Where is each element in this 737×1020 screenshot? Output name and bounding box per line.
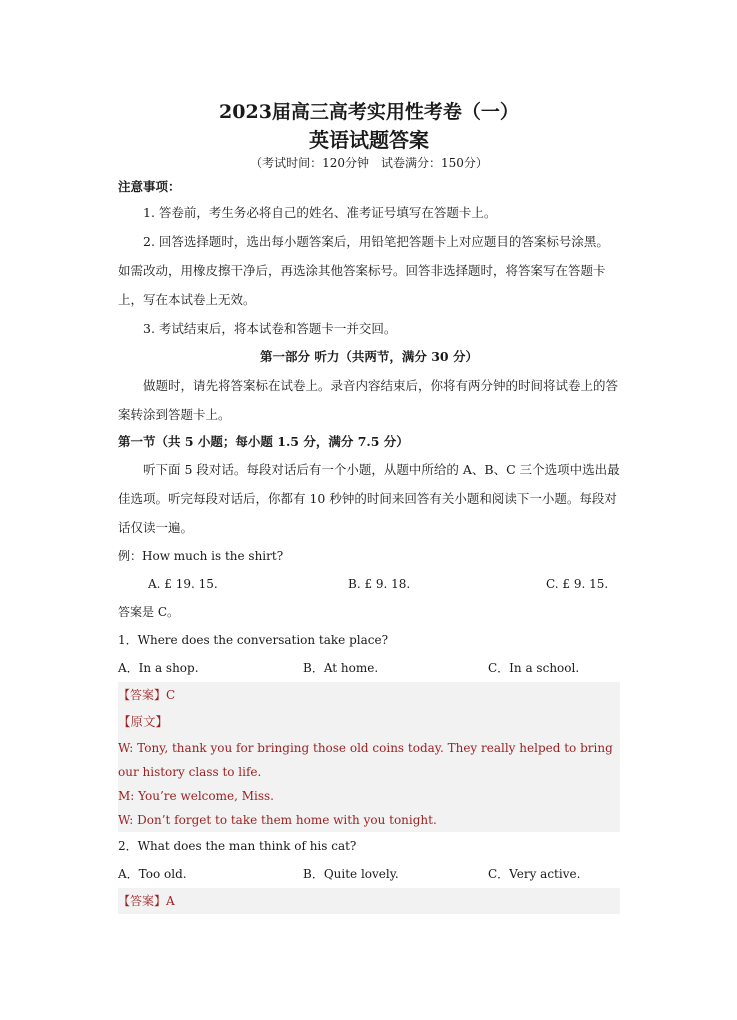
- question-2: 2．What does the man think of his cat?: [118, 839, 357, 853]
- note-item-1: 1. 答卷前，考生务必将自己的姓名、准考证号填写在答题卡上。: [143, 205, 497, 220]
- question-1-option-a: A．In a shop.: [118, 661, 199, 675]
- question-1-original-label: 【原文】: [118, 714, 169, 729]
- question-2-option-b: B．Quite lovely.: [303, 867, 399, 881]
- part1-intro: 做题时，请先将答案标在试卷上。录音内容结束后，你将有两分钟的时间将试卷上的答案转涂到答题卡上。: [118, 378, 619, 422]
- section1-title: 第一节（共 5 小题；每小题 1.5 分，满分 7.5 分）: [118, 434, 409, 449]
- question-1-option-c: C．In a school.: [488, 661, 580, 675]
- example-option-b: B. £ 9. 18.: [348, 577, 411, 591]
- question-1-option-b: B．At home.: [303, 661, 379, 675]
- exam-title: 2023届高三高考实用性考卷（一）: [219, 101, 519, 123]
- note-item-3: 3. 考试结束后，将本试卷和答题卡一并交回。: [143, 321, 397, 336]
- question-1: 1．Where does the conversation take place?: [118, 633, 389, 647]
- question-1-dialog-line-3: W: Don’t forget to take them home with you tonight.: [118, 813, 437, 827]
- example-options: [118, 570, 620, 598]
- example-question: 例：How much is the shirt?: [118, 549, 284, 563]
- example-answer: 答案是 C。: [118, 605, 179, 619]
- question-2-answer: 【答案】A: [118, 894, 175, 908]
- question-2-options: [118, 860, 620, 888]
- notes-label: 注意事项：: [118, 179, 181, 194]
- part1-title: 第一部分 听力（共两节，满分 30 分）: [260, 349, 478, 364]
- question-1-answer-block: [118, 682, 620, 832]
- example-option-c: C. £ 9. 15.: [546, 577, 609, 591]
- exam-time-info: （考试时间：120分钟 试卷满分：150分）: [250, 156, 488, 170]
- question-2-answer-block: [118, 888, 620, 914]
- note-item-2: 2. 回答选择题时，选出每小题答案后，用铅笔把答题卡上对应题目的答案标号涂黑。如需改动，用橡皮擦干净后，再选涂其他答案标号。回答非选择题时，将答案写在答题卡上，写在本试卷上无效。: [118, 234, 609, 307]
- question-2-option-a: A．Too old.: [118, 867, 187, 881]
- question-2-option-c: C．Very active.: [488, 867, 581, 881]
- question-1-dialog-line-2: M: You’re welcome, Miss.: [118, 789, 274, 803]
- document-content: [118, 98, 620, 914]
- example-option-a: A. £ 19. 15.: [148, 577, 218, 591]
- question-1-options: [118, 654, 620, 682]
- section1-intro: 听下面 5 段对话。每段对话后有一个小题，从题中所给的 A、B、C 三个选项中选出最佳选项。听完每段对话后，你都有 10 秒钟的时间来回答有关小题和阅读下一小题。每段对话仅读一遍。: [118, 462, 620, 535]
- exam-subject-title: 英语试题答案: [309, 128, 429, 152]
- question-1-dialog-line-1: W: Tony, thank you for bringing those old coins today. They really helped to bring our history class to life.: [118, 741, 613, 779]
- question-1-answer: 【答案】C: [118, 688, 176, 702]
